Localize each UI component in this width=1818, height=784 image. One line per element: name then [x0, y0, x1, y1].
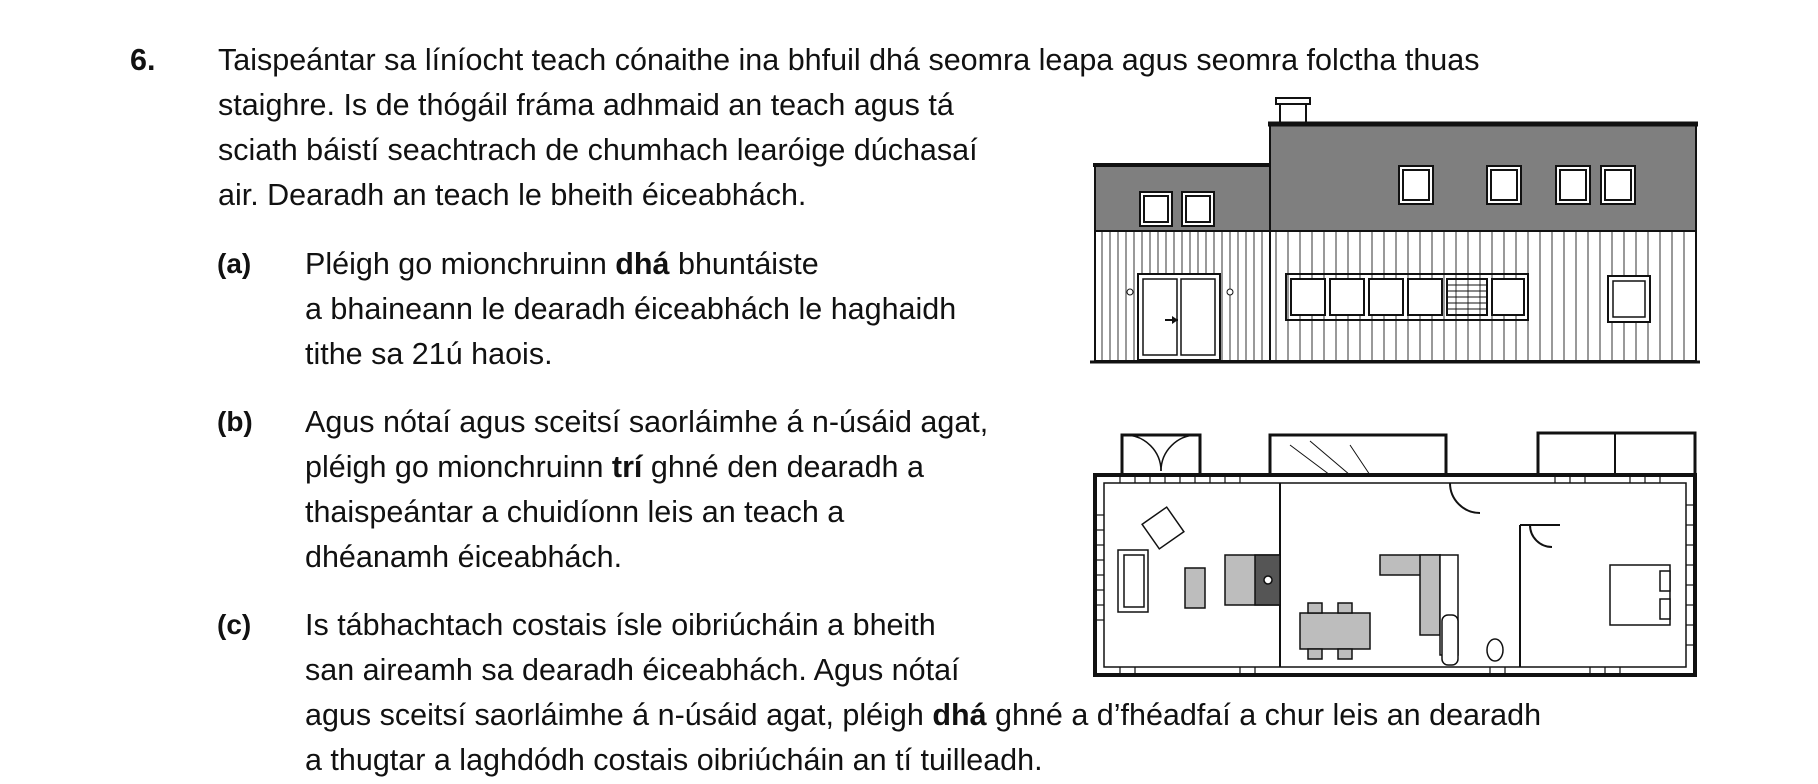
- part-c-line-2: san aireamh sa dearadh éiceabhách. Agus nótaí: [305, 653, 960, 687]
- part-a-line-2: a bhaineann le dearadh éiceabhách le haghaidh: [305, 292, 957, 326]
- living-furniture: [1118, 507, 1205, 612]
- part-c-line-1: Is tábhachtach costais ísle oibriúcháin a bheith: [305, 608, 936, 642]
- intro-line-3: sciath báistí seachtrach de chumhach learóige dúchasaí: [218, 133, 978, 167]
- part-c-emphasis: dhá: [932, 698, 987, 732]
- part-b-line-4: dhéanamh éiceabhách.: [305, 540, 623, 574]
- part-c-line-4: a thugtar a laghdódh costais oibriúcháin an tí tuilleadh.: [305, 743, 1043, 777]
- part-a-line-1: Pléigh go mionchruinn dhá bhuntáiste: [305, 247, 819, 281]
- ground-floor-windows: [1286, 274, 1528, 320]
- patio-door: [1127, 274, 1233, 360]
- part-b-line-1: Agus nótaí agus sceitsí saorláimhe á n-úsáid agat,: [305, 405, 989, 439]
- part-a-line-3: tithe sa 21ú haois.: [305, 337, 553, 371]
- intro-line-2: staighre. Is de thógáil fráma adhmaid an teach agus tá: [218, 88, 954, 122]
- part-c-label: (c): [217, 609, 252, 640]
- kitchen-island: [1225, 555, 1280, 605]
- question-number: 6.: [130, 43, 156, 77]
- part-c-line-3: agus sceitsí saorláimhe á n-úsáid agat, pléigh dhá ghné a d’fhéadfaí a chur leis an dearadh: [305, 698, 1542, 732]
- dining-table: [1300, 603, 1370, 659]
- part-b-emphasis: trí: [611, 450, 643, 484]
- part-b-line-3: thaispeántar a chuidíonn leis an teach a: [305, 495, 845, 529]
- intro-line-4: air. Dearadh an teach le bheith éiceabhách.: [218, 178, 807, 212]
- intro-line-1: Taispeántar sa líníocht teach cónaithe ina bhfuil dhá seomra leapa agus seomra folctha thuas: [218, 43, 1480, 77]
- house-elevation-drawing: [1090, 96, 1700, 368]
- part-a-label: (a): [217, 248, 252, 279]
- bed: [1610, 565, 1670, 625]
- bathroom-fixtures: [1442, 615, 1503, 665]
- part-b-line-2: pléigh go mionchruinn trí ghné den dearadh a: [305, 450, 924, 484]
- part-b-label: (b): [217, 406, 253, 437]
- part-a-emphasis: dhá: [615, 247, 670, 281]
- house-floor-plan-drawing: [1090, 405, 1700, 687]
